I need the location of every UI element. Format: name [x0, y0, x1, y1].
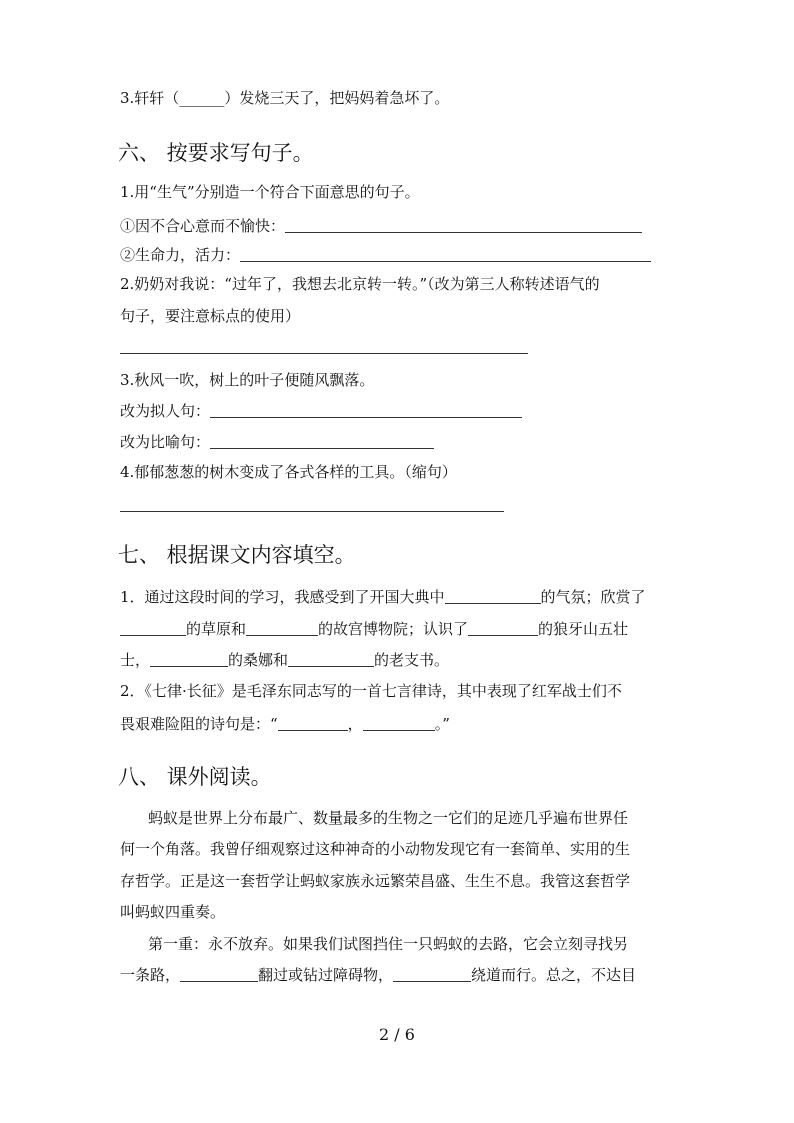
s7-l5b: ，: [347, 715, 363, 733]
s6-q3a-answer-blank[interactable]: [210, 402, 522, 418]
s6-q1: 1.用“生气”分别造一个符合下面意思的句子。: [120, 183, 420, 201]
s7-l3b: 的桑娜和: [228, 651, 289, 669]
s6-q3b-label: 改为比喻句：: [120, 433, 211, 451]
s7-line4: 2．《七律·长征》是毛泽东同志写的一首七言律诗，其中表现了红军战士们不: [120, 682, 622, 700]
s6-q1a-label: ①因不合心意而不愉快：: [120, 217, 286, 235]
s6-q2-answer-line[interactable]: [120, 353, 528, 354]
s7-l2b: 的故宫博物院；认识了: [318, 620, 469, 638]
section-6-title: 六、 按要求写句子。: [118, 141, 314, 165]
s7-l3c: 的老支书。: [374, 651, 450, 669]
s6-q4-answer-line[interactable]: [120, 511, 504, 512]
q3-suffix: ）发烧三天了，把妈妈着急坏了。: [224, 89, 450, 107]
s6-q3b: [120, 432, 434, 452]
s6-q3a-label: 改为拟人句：: [120, 402, 211, 420]
s7-line1: [120, 587, 646, 607]
s7-l2a: 的草原和: [186, 620, 247, 638]
s7-l5a: 畏艰难险阻的诗句是：“: [120, 715, 278, 733]
s8-p2-l2a: 一条路，: [120, 966, 181, 984]
s8-p1-line4: 叫蚂蚁四重奏。: [120, 903, 226, 921]
s7-blank-4[interactable]: [468, 620, 538, 636]
s6-q4: 4.郁郁葱葱的树木变成了各式各样的工具。（缩句）: [120, 463, 457, 481]
s7-l5c: 。”: [434, 715, 450, 733]
s7-line3: [120, 650, 449, 670]
s7-l3a: 士，: [120, 651, 151, 669]
s8-p2-line1: 第一重：永不放弃。如果我们试图挡住一只蚂蚁的去路，它会立刻寻找另: [148, 935, 629, 953]
s7-blank-1[interactable]: [445, 588, 541, 604]
s7-l2c: 的狼牙山五壮: [538, 620, 629, 638]
s8-p2-line2: [120, 965, 636, 985]
section-7-title: 七、 根据课文内容填空。: [118, 543, 356, 567]
s7-blank-5[interactable]: [150, 651, 228, 667]
s6-q2-line1: 2.奶奶对我说：“过年了，我想去北京转一转。”（改为第三人称转述语气的: [120, 275, 600, 293]
s7-l1b: 的气氛；欣赏了: [540, 588, 646, 606]
section-8-title: 八、 课外阅读。: [118, 765, 272, 789]
s7-blank-6[interactable]: [288, 651, 374, 667]
s6-q1a: [120, 216, 642, 236]
question-3-line: [120, 88, 449, 108]
s6-q3: 3.秋风一吹，树上的叶子便随风飘落。: [120, 371, 375, 389]
s7-l1a: 1．通过这段时间的学习，我感受到了开国大典中: [120, 588, 445, 606]
s6-q2-line2: 句子，要注意标点的使用）: [120, 307, 301, 325]
s6-q3b-answer-blank[interactable]: [210, 433, 434, 449]
s8-p2-l2c: 绕道而行。总之，不达目: [471, 966, 637, 984]
s7-blank-7[interactable]: [278, 715, 348, 731]
s6-q1a-answer-blank[interactable]: [285, 217, 642, 233]
s8-blank-2[interactable]: [393, 966, 471, 982]
s7-line5: [120, 714, 450, 734]
page-number: 2 / 6: [379, 1025, 415, 1044]
s8-p1-line3: 存哲学。正是这一套哲学让蚂蚁家族永远繁荣昌盛、生生不息。我管这套哲学: [120, 872, 631, 890]
s7-blank-2[interactable]: [120, 620, 186, 636]
q3-prefix: 3.轩轩（: [120, 89, 180, 107]
s6-q1b-answer-blank[interactable]: [240, 246, 651, 262]
s8-blank-1[interactable]: [180, 966, 258, 982]
s6-q3a: [120, 401, 522, 421]
s7-blank-3[interactable]: [246, 620, 318, 636]
s6-q1b: [120, 245, 651, 265]
s7-line2: [120, 619, 628, 639]
s8-p1-line1: 蚂蚁是世界上分布最广、数量最多的生物之一它们的足迹几乎遍布世界任: [148, 809, 629, 827]
s6-q1b-label: ②生命力，活力：: [120, 246, 241, 264]
s8-p2-l2b: 翻过或钻过障碍物，: [258, 966, 394, 984]
s8-p1-line2: 何一个角落。我曾仔细观察过这种神奇的小动物发现它有一套简单、实用的生: [120, 840, 631, 858]
q3-blank[interactable]: ______: [179, 89, 225, 107]
s7-blank-8[interactable]: [363, 715, 435, 731]
